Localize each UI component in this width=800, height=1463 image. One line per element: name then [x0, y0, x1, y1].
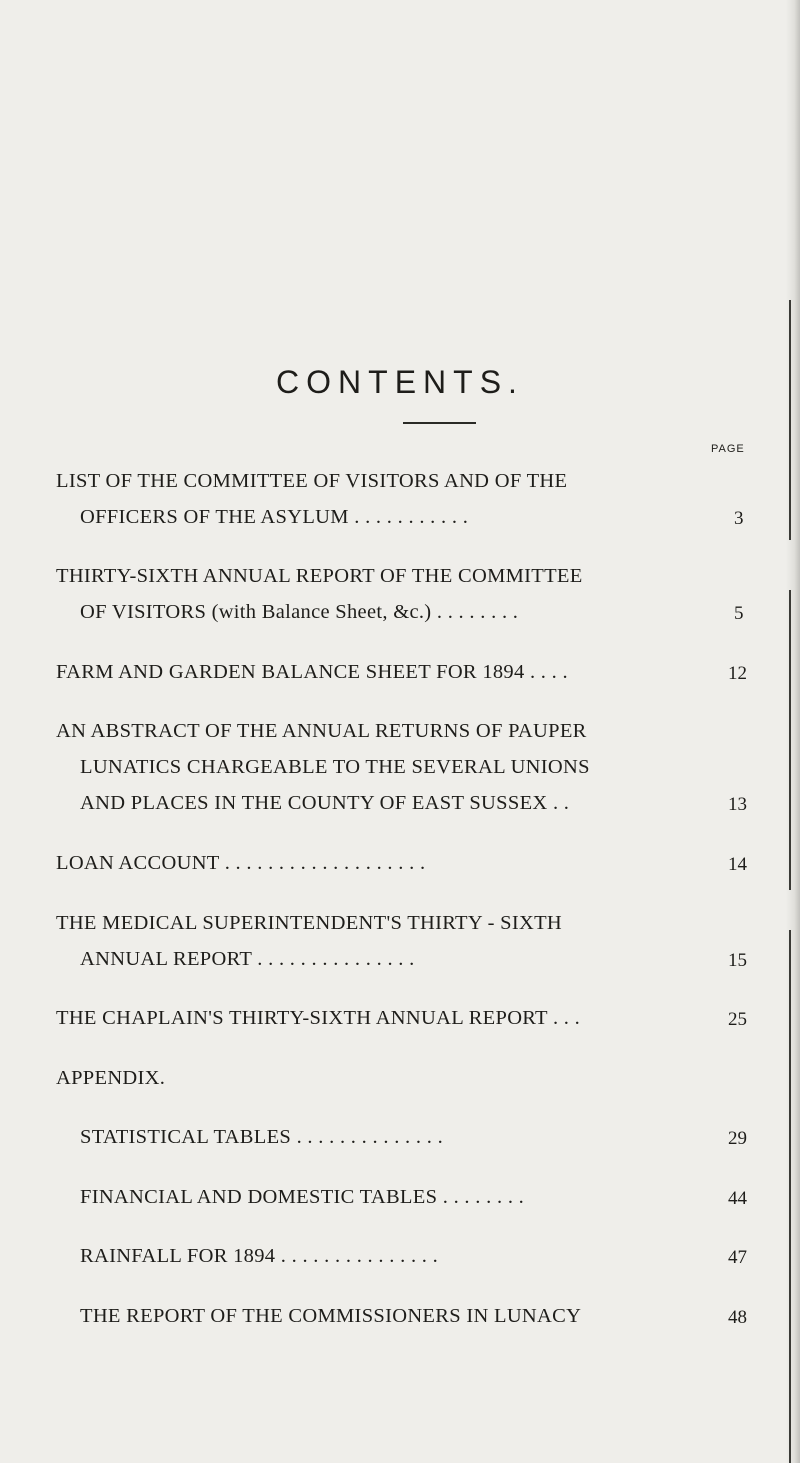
entry-text: LOAN ACCOUNT [56, 852, 220, 874]
dot-leaders: . . . . . . . . [442, 1186, 525, 1208]
dot-leaders: . . [552, 792, 570, 814]
page-edge-line [789, 590, 791, 890]
entry-line [56, 662, 568, 683]
entry-line: THE MEDICAL SUPERINTENDENT'S THIRTY - SIXTH [56, 912, 563, 934]
page-number: 25 [728, 1009, 747, 1030]
entry-line [80, 507, 468, 528]
entry-text: FINANCIAL AND DOMESTIC TABLES [80, 1186, 438, 1208]
page-column-header: PAGE [711, 443, 745, 455]
entry-text: THE CHAPLAIN'S THIRTY-SIXTH ANNUAL REPORT [56, 1007, 548, 1029]
page-number: 15 [728, 950, 747, 971]
dot-leaders: . . . . . . . . . . . . . . . [280, 1245, 439, 1267]
entry-text: RAINFALL FOR 1894 [80, 1245, 276, 1267]
entry-text: AND PLACES IN THE COUNTY OF EAST SUSSEX [80, 792, 548, 814]
page-number: 47 [728, 1247, 747, 1268]
page-number: 14 [728, 854, 747, 875]
page-number: 5 [734, 603, 744, 624]
dot-leaders: . . . . [529, 661, 568, 683]
dot-leaders: . . . . . . . . . . . [354, 506, 469, 528]
entry-text: ANNUAL REPORT [80, 948, 252, 970]
entry-line: LUNATICS CHARGEABLE TO THE SEVERAL UNIONS [80, 756, 590, 778]
appendix-entry: THE REPORT OF THE COMMISSIONERS IN LUNACY [80, 1305, 582, 1327]
dot-leaders: . . . [552, 1007, 581, 1029]
entry-line [80, 602, 518, 623]
page-number: 44 [728, 1188, 747, 1209]
page-number: 48 [728, 1307, 747, 1328]
entry-line [56, 1008, 580, 1029]
page-edge-line [789, 930, 791, 1463]
appendix-entry [80, 1246, 438, 1267]
entry-text: OF VISITORS (with Balance Sheet, &c.) [80, 601, 432, 623]
dot-leaders: . . . . . . . . [436, 601, 519, 623]
page-edge-line [789, 300, 791, 540]
appendix-entry [80, 1127, 443, 1148]
entry-line: THIRTY-SIXTH ANNUAL REPORT OF THE COMMITTEE [56, 565, 583, 587]
dot-leaders: . . . . . . . . . . . . . . [296, 1126, 444, 1148]
entry-text: STATISTICAL TABLES [80, 1126, 292, 1148]
page-number: 12 [728, 663, 747, 684]
page-number: 29 [728, 1128, 747, 1149]
entry-text: OFFICERS OF THE ASYLUM [80, 506, 349, 528]
entry-line [80, 793, 569, 814]
entry-line: AN ABSTRACT OF THE ANNUAL RETURNS OF PAUPER [56, 720, 587, 742]
entry-line [80, 949, 415, 970]
appendix-entry [80, 1187, 524, 1208]
entry-text: FARM AND GARDEN BALANCE SHEET FOR 1894 [56, 661, 525, 683]
dot-leaders: . . . . . . . . . . . . . . . [257, 948, 415, 970]
entry-line: LIST OF THE COMMITTEE OF VISITORS AND OF THE [56, 470, 568, 492]
dot-leaders: . . . . . . . . . . . . . . . . . . . [224, 852, 426, 874]
page-number: 3 [734, 508, 744, 529]
title-rule [403, 422, 476, 424]
page-title: CONTENTS. [276, 364, 524, 400]
entry-line [56, 853, 425, 874]
appendix-heading: APPENDIX. [56, 1067, 166, 1089]
page-number: 13 [728, 794, 747, 815]
